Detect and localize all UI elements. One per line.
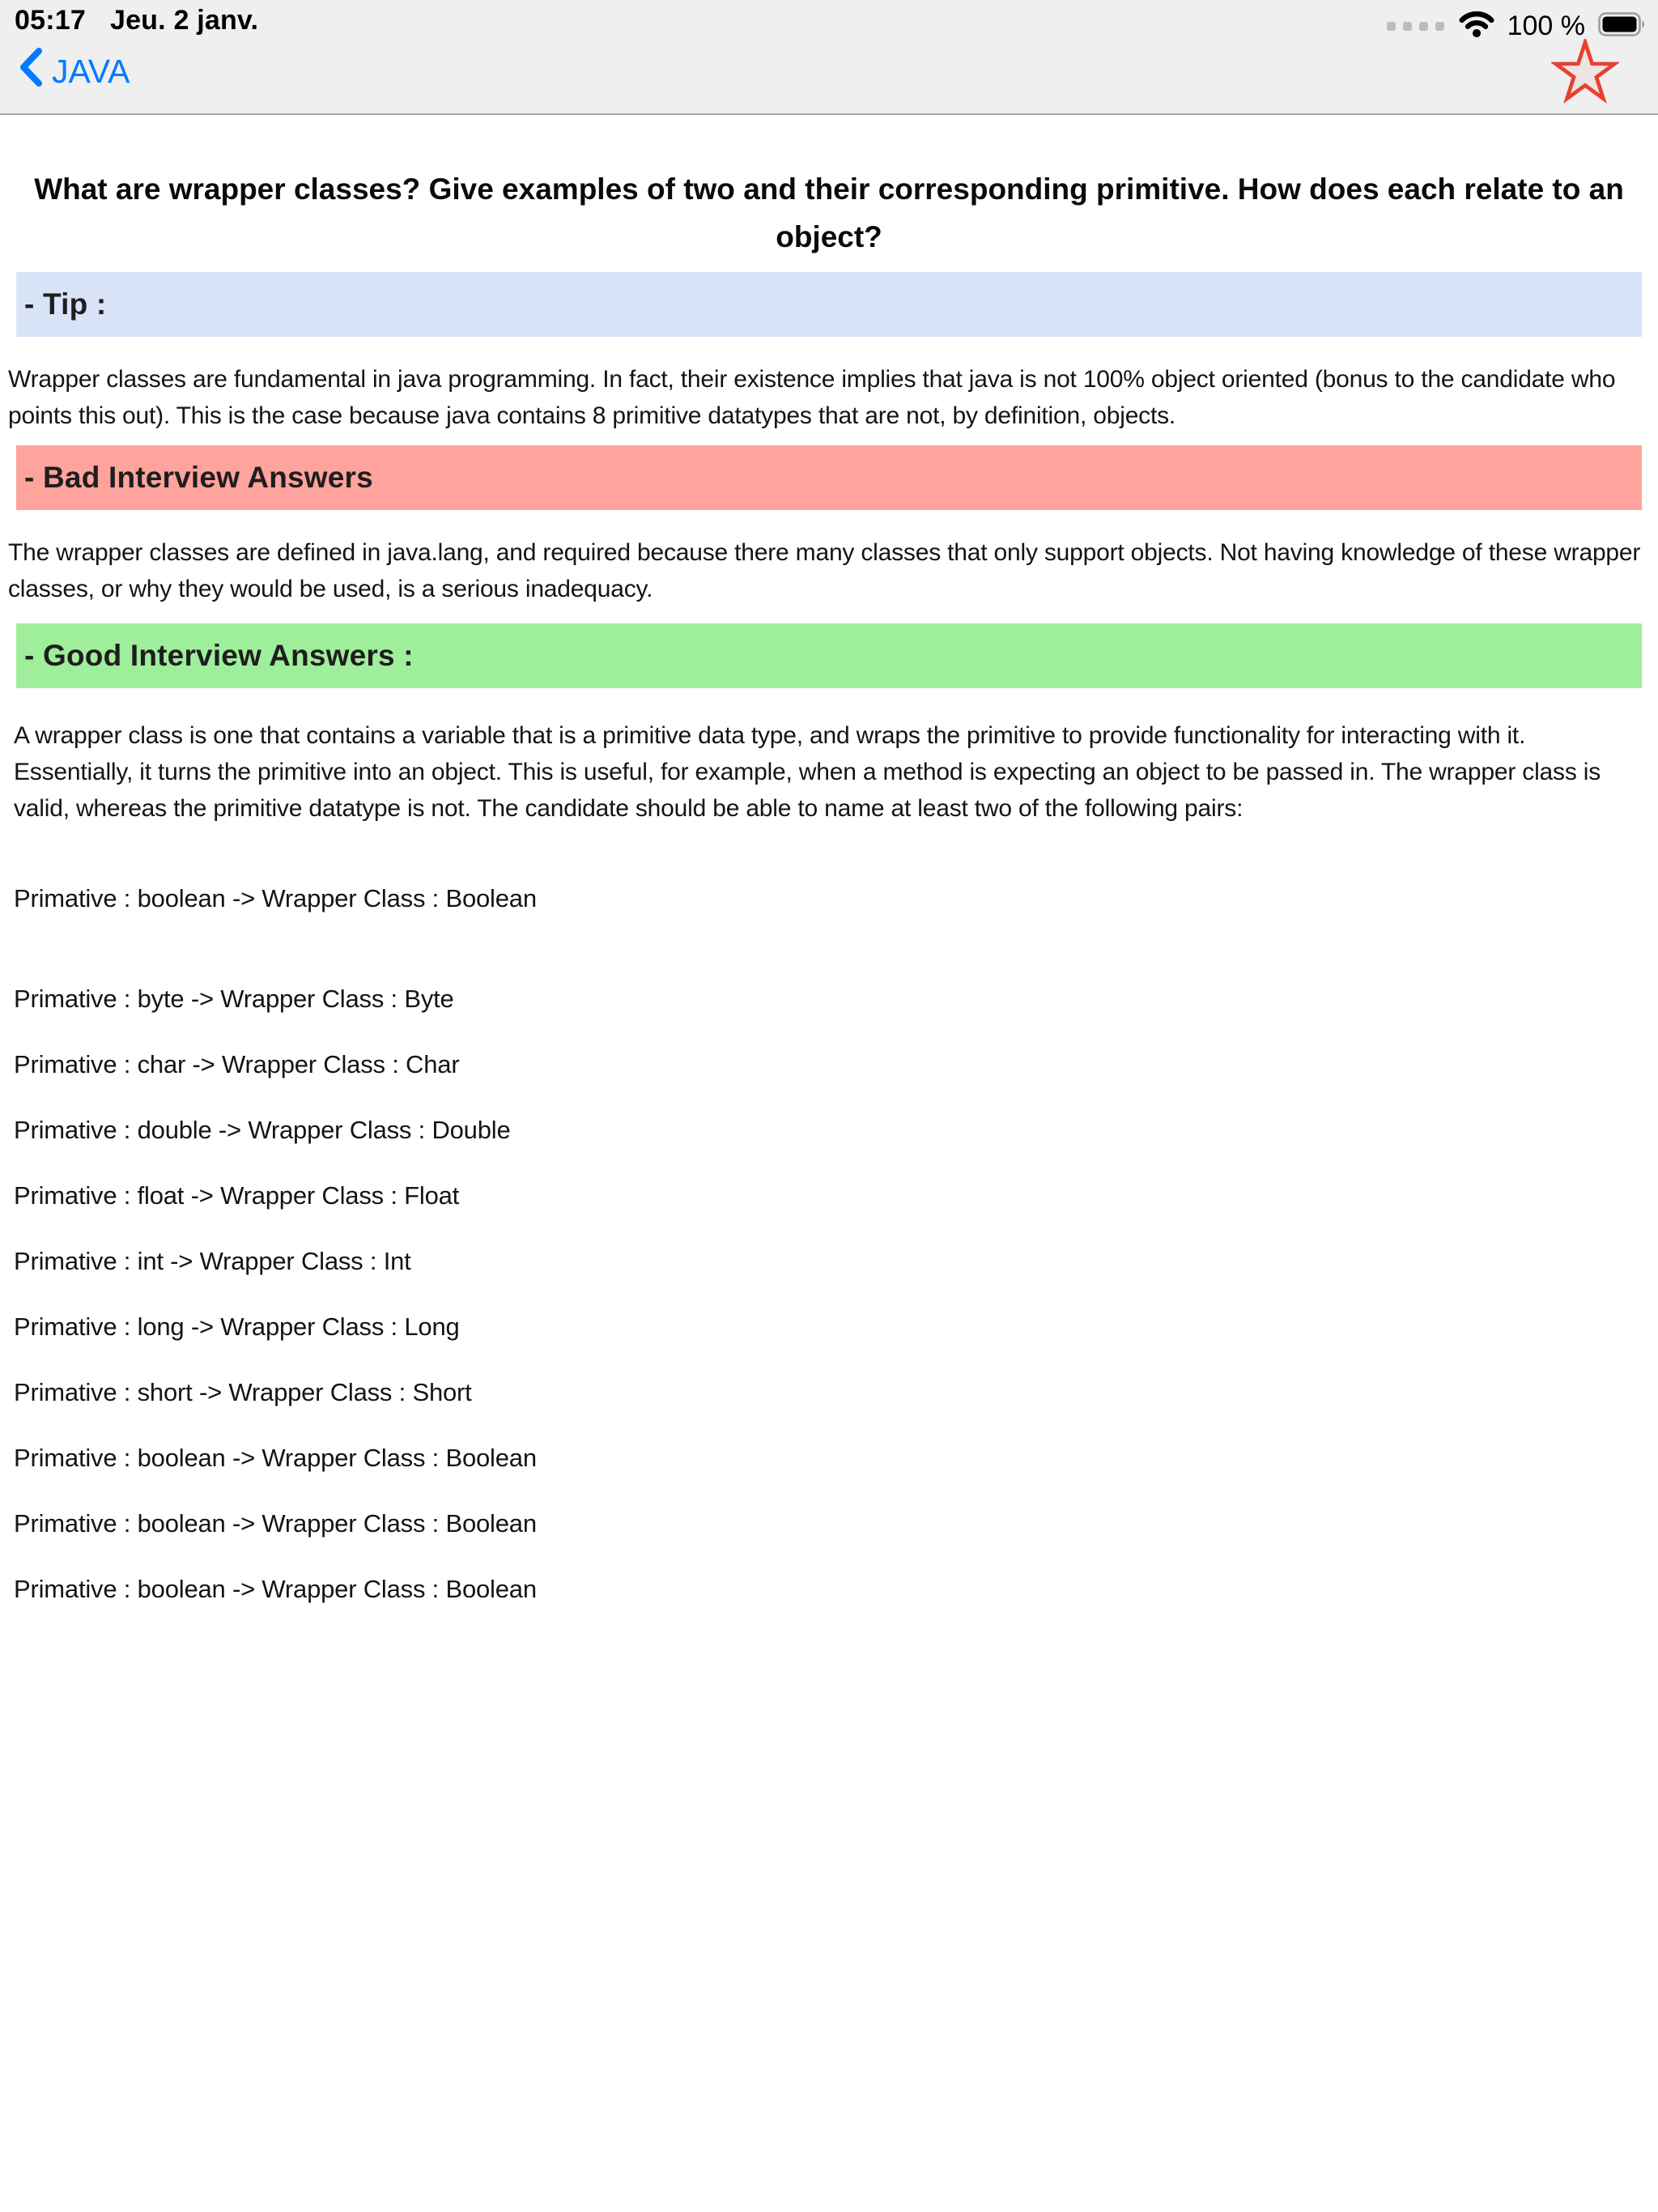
tip-section-body: Wrapper classes are fundamental in java programming. In fact, their existence implies that java is not 100% object oriented (bonus to the candidate who points this out). This is the case because java contains 8 primitive datatypes that are not, by definition, objects. (8, 366, 1616, 429)
primitive-wrapper-pair: Primative : boolean -> Wrapper Class : Boolean (14, 1444, 537, 1472)
clock-time: 05:17 (15, 5, 86, 36)
good-answers-body: A wrapper class is one that contains a variable that is a primitive data type, and wraps the primitive to provide functionality for interacting with it. Essentially, it turns the primitive into an object. This is useful, for example, when a method is expecting an object to be passed in. The wrapper class is valid, whereas the primitive datatype is not. The candidate should be able to name at least two of the following pairs: (14, 722, 1601, 822)
question-title: What are wrapper classes? Give examples of two and their corresponding primitive. How does each relate to an object? (34, 172, 1624, 253)
primitive-wrapper-pair: Primative : boolean -> Wrapper Class : Boolean (14, 884, 537, 912)
status-bar-left (15, 5, 258, 36)
bad-answers-body: The wrapper classes are defined in java.lang, and required because there many classes that only support objects. Not having knowledge of these wrapper classes, or why they would be used, is a serious inadequacy. (8, 539, 1641, 602)
primitive-wrapper-pair-list (0, 880, 1658, 1607)
back-button-label: JAVA (52, 52, 130, 90)
tip-section-heading: - Tip : (16, 272, 1642, 337)
battery-icon (1598, 12, 1647, 40)
status-date: Jeu. 2 janv. (109, 5, 259, 36)
primitive-wrapper-pair: Primative : float -> Wrapper Class : Float (14, 1181, 460, 1210)
battery-percent: 100 % (1507, 11, 1585, 41)
primitive-wrapper-pair: Primative : double -> Wrapper Class : Double (14, 1116, 511, 1144)
header-bar (0, 0, 1658, 115)
primitive-wrapper-pair: Primative : short -> Wrapper Class : Short (14, 1378, 472, 1406)
good-answers-heading: - Good Interview Answers : (16, 623, 1642, 688)
primitive-wrapper-pair: Primative : char -> Wrapper Class : Char (14, 1050, 460, 1078)
back-button[interactable] (18, 47, 130, 96)
primitive-wrapper-pair: Primative : boolean -> Wrapper Class : Boolean (14, 1509, 537, 1538)
wifi-icon (1459, 10, 1494, 43)
primitive-wrapper-pair: Primative : int -> Wrapper Class : Int (14, 1247, 411, 1275)
status-bar-right (1387, 10, 1647, 43)
star-outline-icon (1551, 95, 1619, 108)
primitive-wrapper-pair: Primative : long -> Wrapper Class : Long (14, 1312, 460, 1341)
bad-answers-heading: - Bad Interview Answers (16, 445, 1642, 510)
chevron-left-icon (18, 47, 44, 96)
favorite-button[interactable] (1551, 39, 1619, 105)
primitive-wrapper-pair: Primative : boolean -> Wrapper Class : Boolean (14, 1575, 537, 1603)
primitive-wrapper-pair: Primative : byte -> Wrapper Class : Byte (14, 985, 454, 1013)
question-page (0, 165, 1658, 1607)
cellular-signal-icon (1387, 22, 1444, 31)
